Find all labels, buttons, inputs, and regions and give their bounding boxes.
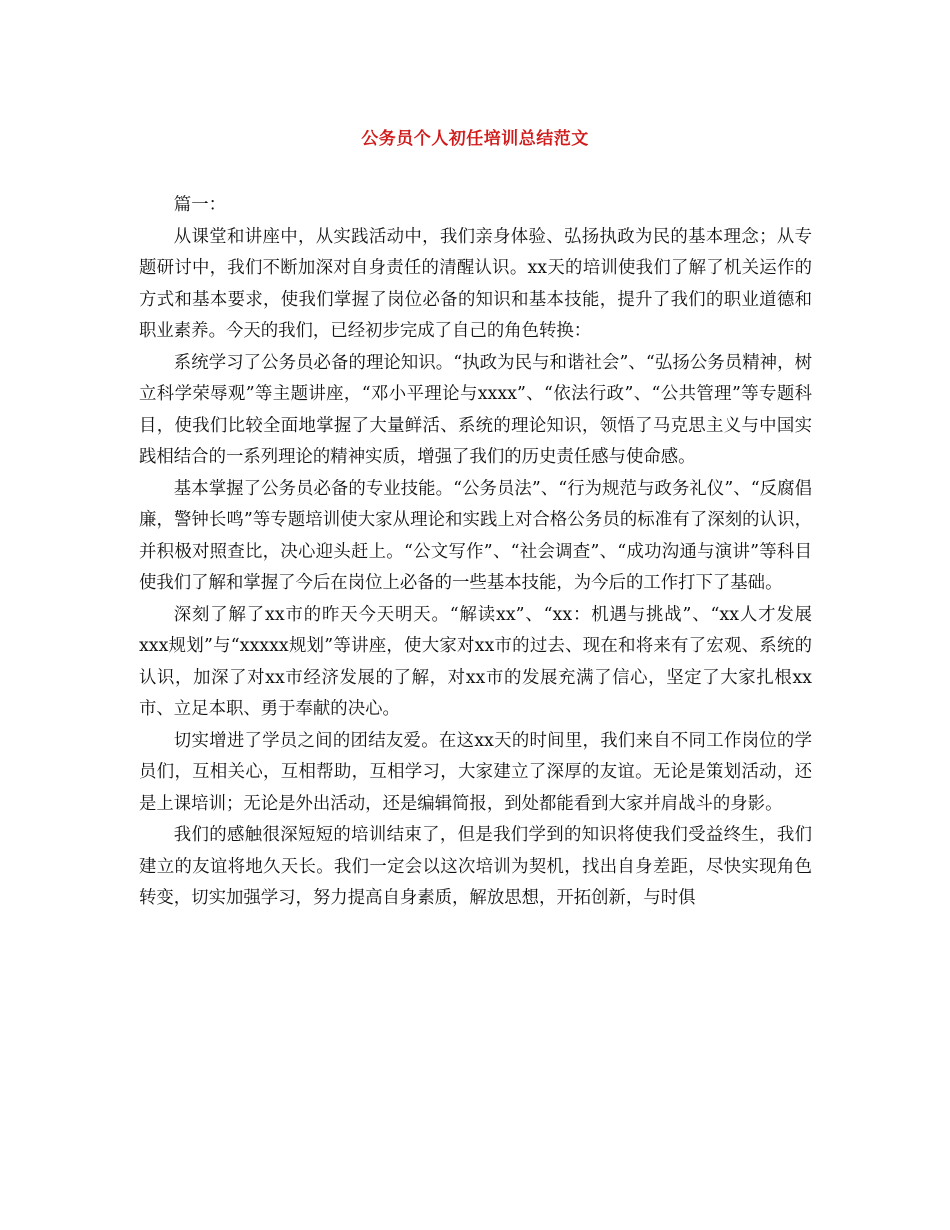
paragraph: 切实增进了学员之间的团结友爱。在这xx天的时间里，我们来自不同工作岗位的学员们，互相关心，互相帮助，互相学习，大家建立了深厚的友谊。无论是策划活动，还是上课培训；无论是外出活动，还是编辑简报，到处都能看到大家并肩战斗的身影。 xyxy=(139,730,812,814)
section-label: 篇一： xyxy=(173,195,226,215)
paragraph: 深刻了解了xx市的昨天今天明天。“解读xx”、“xx：机遇与挑战”、“xx人才发展xxx规划”与“xxxxx规划”等讲座，使大家对xx市的过去、现在和将来有了宏观、系统的认识，加深了对xx市经济发展的了解，对xx市的发展充满了信心，坚定了大家扎根xx市、立足本职、勇于奉献的决心。 xyxy=(139,604,812,719)
document-body xyxy=(139,190,812,915)
document-title: 公务员个人初任培训总结范文 xyxy=(361,129,589,149)
paragraph: 系统学习了公务员必备的理论知识。“执政为民与和谐社会”、“弘扬公务员精神，树立科学荣辱观”等主题讲座，“邓小平理论与xxxx”、“依法行政”、“公共管理”等专题科目，使我们比较全面地掌握了大量鲜活、系统的理论知识，领悟了马克思主义与中国实践相结合的一系列理论的精神实质，增强了我们的历史责任感与使命感。 xyxy=(139,352,812,467)
paragraph: 基本掌握了公务员必备的专业技能。“公务员法”、“行为规范与政务礼仪”、“反腐倡廉，警钟长鸣”等专题培训使大家从理论和实践上对合格公务员的标准有了深刻的认识，并积极对照查比，决心迎头赶上。“公文写作”、“社会调查”、“成功沟通与演讲”等科目使我们了解和掌握了今后在岗位上必备的一些基本技能，为今后的工作打下了基础。 xyxy=(139,478,812,593)
paragraph: 我们的感触很深短短的培训结束了，但是我们学到的知识将使我们受益终生，我们建立的友谊将地久天长。我们一定会以这次培训为契机，找出自身差距，尽快实现角色转变，切实加强学习，努力提高自身素质，解放思想，开拓创新，与时俱 xyxy=(139,825,812,908)
paragraph: 从课堂和讲座中，从实践活动中，我们亲身体验、弘扬执政为民的基本理念；从专题研讨中，我们不断加深对自身责任的清醒认识。xx天的培训使我们了解了机关运作的方式和基本要求，使我们掌握了岗位必备的知识和基本技能，提升了我们的职业道德和职业素养。今天的我们，已经初步完成了自己的角色转换： xyxy=(139,226,812,341)
